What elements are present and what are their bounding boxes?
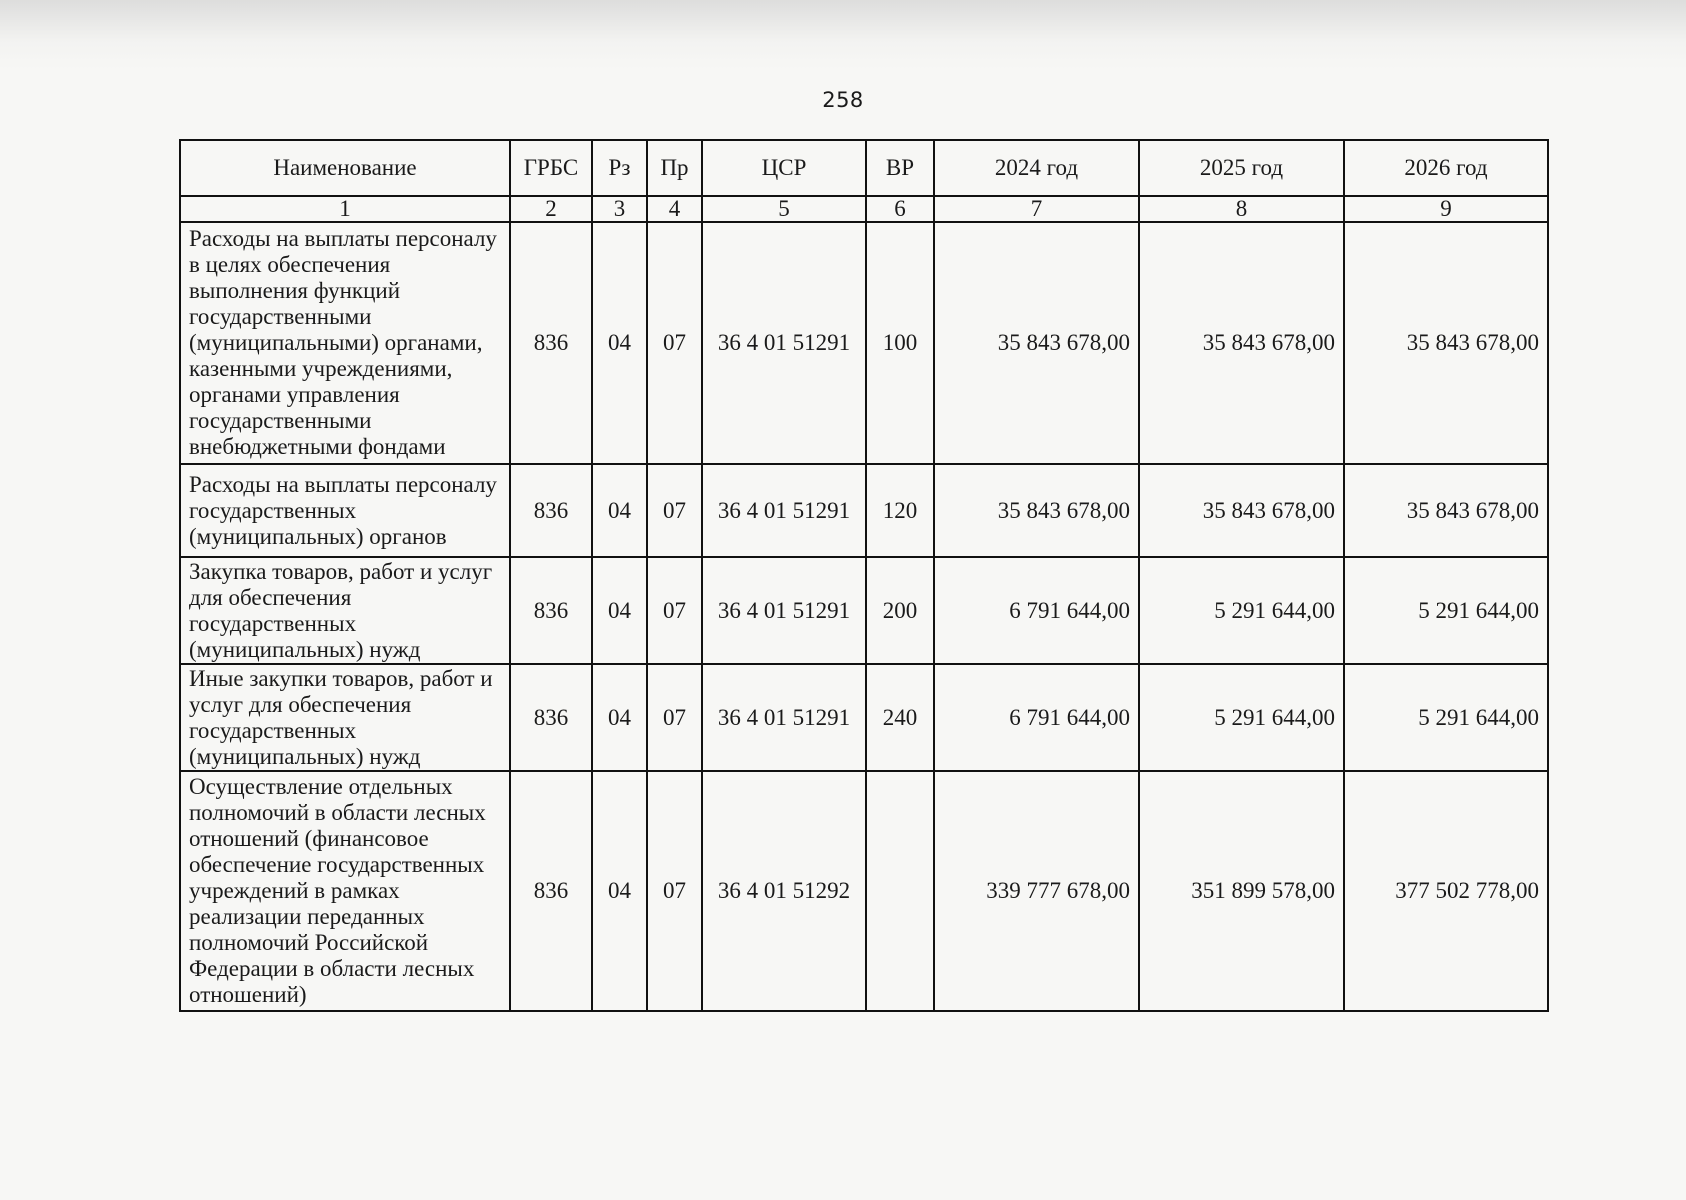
row-pr: 07: [647, 222, 702, 464]
header-2026: 2026 год: [1344, 140, 1548, 196]
row-grbs: 836: [510, 664, 592, 771]
row-grbs: 836: [510, 557, 592, 664]
column-number-row: [180, 196, 1548, 222]
row-amount-2024: 339 777 678,00: [934, 771, 1139, 1011]
row-rz: 04: [592, 771, 647, 1011]
row-name: Иные закупки товаров, работ и услуг для обеспечения государственных (муниципальных) нужд: [180, 664, 510, 771]
row-amount-2024: 6 791 644,00: [934, 557, 1139, 664]
row-rz: 04: [592, 222, 647, 464]
header-2024: 2024 год: [934, 140, 1139, 196]
row-grbs: 836: [510, 464, 592, 557]
column-number: 4: [647, 196, 702, 222]
header-csr: ЦСР: [702, 140, 866, 196]
header-row: [180, 140, 1548, 196]
column-number: 6: [866, 196, 934, 222]
row-csr: 36 4 01 51291: [702, 664, 866, 771]
row-amount-2024: 6 791 644,00: [934, 664, 1139, 771]
row-vr: 240: [866, 664, 934, 771]
row-grbs: 836: [510, 771, 592, 1011]
column-number: 8: [1139, 196, 1344, 222]
row-amount-2026: 5 291 644,00: [1344, 664, 1548, 771]
row-name: Осуществление отдельных полномочий в области лесных отношений (финансовое обеспечение государственных учреждений в рамках реализации переданных полномочий Российской Федерации в области лесных отношений): [180, 771, 510, 1011]
row-amount-2026: 377 502 778,00: [1344, 771, 1548, 1011]
row-rz: 04: [592, 664, 647, 771]
row-amount-2026: 35 843 678,00: [1344, 464, 1548, 557]
row-rz: 04: [592, 557, 647, 664]
row-amount-2024: 35 843 678,00: [934, 222, 1139, 464]
column-number: 3: [592, 196, 647, 222]
row-pr: 07: [647, 557, 702, 664]
row-vr: [866, 771, 934, 1011]
row-name: Закупка товаров, работ и услуг для обеспечения государственных (муниципальных) нужд: [180, 557, 510, 664]
scan-noise-band: [0, 0, 1686, 70]
column-number: 2: [510, 196, 592, 222]
column-number: 1: [180, 196, 510, 222]
table-row: [180, 664, 1548, 771]
header-2025: 2025 год: [1139, 140, 1344, 196]
row-amount-2025: 35 843 678,00: [1139, 222, 1344, 464]
row-grbs: 836: [510, 222, 592, 464]
header-name: Наименование: [180, 140, 510, 196]
row-rz: 04: [592, 464, 647, 557]
header-grbs: ГРБС: [510, 140, 592, 196]
row-amount-2025: 5 291 644,00: [1139, 664, 1344, 771]
row-csr: 36 4 01 51291: [702, 222, 866, 464]
page-number: 258: [822, 88, 864, 112]
table-row: [180, 464, 1548, 557]
row-amount-2025: 351 899 578,00: [1139, 771, 1344, 1011]
row-vr: 100: [866, 222, 934, 464]
row-pr: 07: [647, 664, 702, 771]
column-number: 5: [702, 196, 866, 222]
row-pr: 07: [647, 464, 702, 557]
row-csr: 36 4 01 51291: [702, 464, 866, 557]
row-name: Расходы на выплаты персоналу в целях обеспечения выполнения функций государственными (муниципальными) органами, казенными учреждениями, органами управления государственными внебюджетными фондами: [180, 222, 510, 464]
column-number: 9: [1344, 196, 1548, 222]
row-amount-2026: 35 843 678,00: [1344, 222, 1548, 464]
table-row: [180, 557, 1548, 664]
row-vr: 200: [866, 557, 934, 664]
table-row: [180, 771, 1548, 1011]
row-vr: 120: [866, 464, 934, 557]
table-row: [180, 222, 1548, 464]
header-vr: ВР: [866, 140, 934, 196]
header-pr: Пр: [647, 140, 702, 196]
budget-table: [179, 139, 1549, 1012]
header-rz: Рз: [592, 140, 647, 196]
row-pr: 07: [647, 771, 702, 1011]
row-amount-2024: 35 843 678,00: [934, 464, 1139, 557]
row-amount-2025: 35 843 678,00: [1139, 464, 1344, 557]
row-amount-2026: 5 291 644,00: [1344, 557, 1548, 664]
row-csr: 36 4 01 51291: [702, 557, 866, 664]
row-csr: 36 4 01 51292: [702, 771, 866, 1011]
row-amount-2025: 5 291 644,00: [1139, 557, 1344, 664]
row-name: Расходы на выплаты персоналу государственных (муниципальных) органов: [180, 464, 510, 557]
column-number: 7: [934, 196, 1139, 222]
